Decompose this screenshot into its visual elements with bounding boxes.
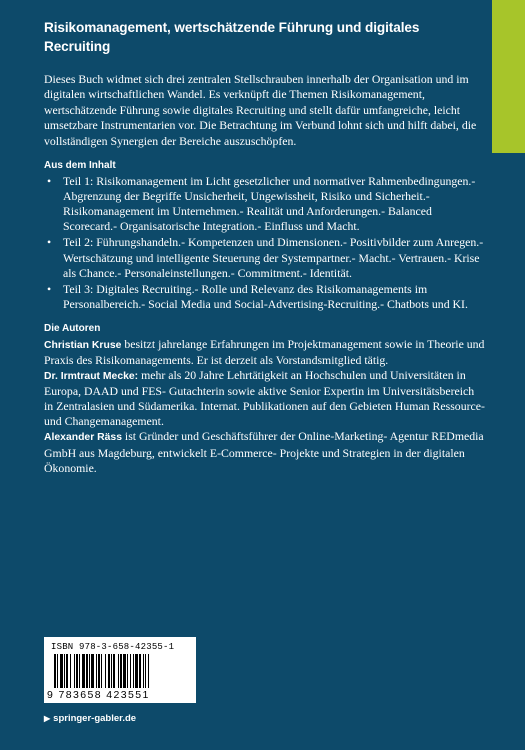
contents-item-text: Teil 1: Risikomanagement im Licht gesetzlicher und normativer Rahmenbedingungen.- Abgrenzung der Begriffe Unsicherheit, Ungewissheit, Risiko und Sicherheit.- Risikomanagement im Unternehmen.- Realität und Anforderungen.- Balanced Scorecard.- Organisatorische Integration.- Einfluss und Macht. xyxy=(63,174,476,234)
barcode-bar xyxy=(139,654,141,688)
isbn-barcode xyxy=(44,637,196,703)
author-name: Christian Kruse xyxy=(44,339,122,351)
barcode-bar xyxy=(60,654,63,688)
barcode-bar xyxy=(98,654,100,688)
barcode-bar xyxy=(108,654,110,688)
book-description: Dieses Buch widmet sich drei zentralen Stellschrauben innerhalb der Organisation und im digitalen wirtschaftlichen Wandel. Es verknüpft die Themen Risikomanagement, wertschätzende Führung sowie digitales Recruiting und stellt dafür umfangreiche, leicht umsetzbare Instrumentarien vor. Die Betrachtung im Verbund lohnt sich und hilft dabei, die vollständigen Synergien der Bereiche auszuschöpfen. xyxy=(44,72,477,148)
barcode-bar xyxy=(79,654,80,688)
barcode-bar xyxy=(118,654,119,688)
bullet-icon: • xyxy=(47,174,52,189)
barcode-bar xyxy=(148,654,149,688)
authors-section xyxy=(44,322,486,476)
barcode-bar xyxy=(123,654,126,688)
contents-item-text: Teil 2: Führungshandeln.- Kompetenzen und Dimensionen.- Positivbilder zum Anregen.- Wertschätzung und intelligente Steuerung der Systempartner.- Macht.- Vertrauen.- Krise als Chance.- Personaleinstellungen.- Commitment.- Identität. xyxy=(63,235,484,280)
barcode-bar xyxy=(64,654,65,688)
contents-list xyxy=(44,174,486,312)
barcode-bar xyxy=(143,654,144,688)
barcode-bar xyxy=(130,654,131,688)
barcode-bar xyxy=(120,654,122,688)
barcode-bar xyxy=(96,654,97,688)
barcode-bar xyxy=(145,654,146,688)
barcode-bar xyxy=(70,654,71,688)
barcode-bar xyxy=(76,654,78,688)
barcode-bar xyxy=(127,654,128,688)
barcode-bar xyxy=(111,654,112,688)
authors-heading: Die Autoren xyxy=(44,322,101,334)
contents-item xyxy=(44,235,486,280)
isbn-text: ISBN 978-3-658-42355-1 xyxy=(51,642,175,652)
publisher-website[interactable] xyxy=(44,713,136,725)
barcode-digits: 9 783658 423551 xyxy=(47,689,150,701)
cover-accent-bar xyxy=(492,0,525,153)
barcode-bar xyxy=(89,654,90,688)
barcode-bar xyxy=(105,654,106,688)
website-url: springer-gabler.de xyxy=(53,713,137,724)
author-text: ist Gründer und Geschäftsführer der Online-Marketing- Agentur REDmedia GmbH aus Magdeburg, entwickelt E-Commerce- Projekte und Strategien in der digitalen Ökonomie. xyxy=(44,429,484,475)
author-bio xyxy=(44,368,486,429)
contents-item xyxy=(44,174,486,234)
barcode-bar xyxy=(135,654,138,688)
barcode-bar xyxy=(91,654,94,688)
barcode-bar xyxy=(101,654,102,688)
barcode-bar xyxy=(133,654,134,688)
author-bio xyxy=(44,337,486,368)
back-cover-text xyxy=(44,18,486,476)
contents-item-text: Teil 3: Digitales Recruiting.- Rolle und Relevanz des Risikomanagements im Personalbereich.- Social Media und Social-Advertising-Recruiting.- Chatbots und KI. xyxy=(63,281,468,311)
barcode-bar xyxy=(57,654,58,688)
author-name: Alexander Räss xyxy=(44,432,122,444)
contents-heading: Aus dem Inhalt xyxy=(44,160,116,172)
contents-item xyxy=(44,282,486,312)
author-text: besitzt jahrelange Erfahrungen im Projektmanagement sowie in Theorie und Praxis des Risikomanagements. Er ist derzeit als Vorstandsmitglied tätig. xyxy=(44,336,485,367)
arrow-right-icon: ▶ xyxy=(44,714,51,723)
author-text: mehr als 20 Jahre Lehrtätigkeit an Hochschulen und Universitäten in Europa, DAAD und FES- Gutachterin sowie aktive Senior Expertin im Universitätsbereich in Zentralasien und Südamerika. Internat. Publikationen auf den Gebieten Human Ressource- und Changemanagement. xyxy=(44,368,485,429)
author-bio xyxy=(44,429,486,475)
bullet-icon: • xyxy=(47,281,52,296)
author-name: Dr. Irmtraut Mecke: xyxy=(44,371,139,383)
barcode-bar xyxy=(74,654,75,688)
barcode-bar xyxy=(86,654,88,688)
bullet-icon: • xyxy=(47,235,52,250)
barcode-bar xyxy=(54,654,56,688)
barcode-bar xyxy=(82,654,85,688)
barcode-bar xyxy=(113,654,115,688)
barcode-bar xyxy=(66,654,68,688)
barcode-bars xyxy=(54,654,192,688)
book-title: Risikomanagement, wertschätzende Führung und digitales Recruiting xyxy=(44,20,420,54)
